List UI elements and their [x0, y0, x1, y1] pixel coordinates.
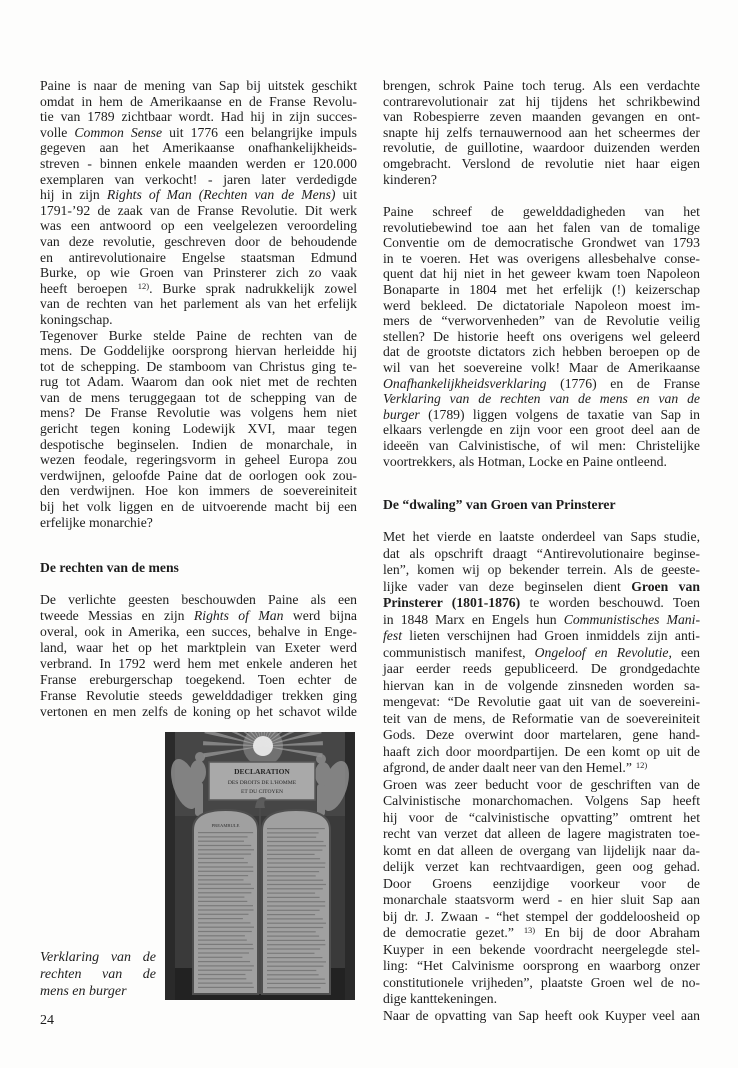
banner-subtitle: ET DU CITOYEN	[240, 789, 284, 795]
text-run: quent dat hij niet in het geweer kwam toen Napoleon	[383, 266, 700, 282]
text-run: uit 1776 een belangrijke impuls	[162, 124, 357, 140]
text-line	[383, 204, 700, 220]
text-line	[40, 312, 357, 328]
tablet-inscription-line	[267, 948, 320, 949]
text-run: Conventie om de democratische Grondwet van 1793	[383, 235, 700, 251]
tablet-inscription-line	[267, 880, 323, 881]
text-run: rug tot Adam. Waarom dan ook niet met de rechten	[40, 374, 357, 390]
text-line	[40, 704, 357, 720]
text-run: Door Groens eenzijdige voorkeur voor de	[383, 875, 700, 891]
text-run: dige kanttekeningen.	[383, 991, 498, 1006]
text-line	[40, 390, 357, 406]
text-line	[40, 656, 357, 672]
text-line	[383, 777, 700, 794]
italic-run: Rights of Man (Rechten van de Mens)	[106, 187, 336, 203]
tablet-inscription-line	[198, 888, 254, 889]
tablet-inscription-line	[198, 970, 252, 971]
tablet-inscription-line	[198, 965, 254, 966]
tablet-inscription-line	[267, 940, 325, 941]
text-run: den verdwijnen. Hoe kon immers de soevereiniteit	[40, 483, 357, 499]
tablet-inscription-line	[198, 836, 248, 837]
tablet-inscription-line	[198, 978, 246, 979]
text-run: despotische beginselen. Indien de monarchale, in	[40, 436, 357, 452]
text-line	[383, 744, 700, 761]
text-line	[40, 468, 357, 484]
text-run: contrarevolutionair zat hij tijdens het schrikbewind	[383, 93, 700, 109]
tablet-inscription-line	[267, 893, 315, 894]
text-run: tweede Messias en zijn	[40, 608, 194, 623]
text-line	[383, 422, 700, 438]
text-run: Met het vierde en laatste onderdeel van Saps studie,	[383, 529, 700, 544]
tablet-inscription-line	[267, 957, 322, 958]
text-line	[40, 328, 357, 344]
tablet-inscription-line	[198, 909, 254, 910]
text-run: dat de grootste dictators zich hebben beroepen op de	[383, 344, 700, 360]
text-line	[383, 595, 700, 612]
text-line	[383, 266, 700, 282]
text-run: Calvinistische monarchomachen. Volgens Sap heeft	[383, 793, 700, 808]
text-run: Paine schreef de gewelddadigheden van het	[383, 204, 700, 219]
text-run: tot de schepping. De stamboom van Christus ging te-	[40, 358, 357, 374]
text-run: hij voor de “calvinistische opvatting” omtrent het	[383, 809, 700, 825]
text-line	[383, 958, 700, 975]
text-run: Burke, op wie Groen van Prinsterer zich zo vaak	[40, 265, 357, 281]
text-line	[383, 298, 700, 314]
text-line	[383, 78, 700, 94]
text-line	[40, 437, 357, 453]
text-run: (1776) en de Franse	[546, 375, 700, 391]
italic-run: Rights of Man	[193, 608, 284, 623]
text-run: teit van de mens, de Reformatie van de soevereiniteit	[383, 710, 700, 726]
text-line	[40, 343, 357, 359]
text-run: verbrand. In 1792 werd hem met enkele anderen het	[40, 656, 357, 671]
text-run: brengen, schrok Paine toch terug. Als een verdachte	[383, 78, 700, 93]
text-line	[383, 859, 700, 876]
text-line	[383, 235, 700, 251]
text-line	[383, 220, 700, 236]
text-run: van deze revolutie, geschreven door de behoudende	[40, 233, 357, 249]
text-line	[40, 94, 357, 110]
text-line	[383, 172, 700, 188]
tablet-inscription-line	[267, 927, 323, 928]
italic-run: Communistisches Mani-	[563, 611, 701, 627]
page-number: 24	[40, 1013, 54, 1028]
text-run: Franse Revolutie steeds gewelddadiger trekken ging	[40, 688, 357, 703]
text-run: En bij de door Abraham	[535, 925, 700, 940]
section-heading: De “dwaling” van Groen van Prinsterer	[383, 497, 616, 512]
text-line	[40, 405, 357, 421]
text-line	[40, 688, 357, 704]
text-line	[383, 760, 700, 777]
text-line	[383, 109, 700, 125]
right-column-continuation-text	[383, 78, 700, 187]
text-run: revolutiebewind toe aan het falen van de tomalige	[383, 219, 700, 235]
tablet-inscription-line	[267, 974, 319, 975]
text-line	[383, 360, 700, 376]
tablet-inscription-line	[198, 952, 249, 953]
tablet-inscription-line	[198, 927, 254, 928]
tablet-inscription-line	[198, 866, 253, 867]
text-run: lijke vader van deze beginselen dient	[383, 578, 632, 594]
text-run: komt en dat alleen de overgang van lijdelijk naar da-	[383, 842, 700, 858]
text-line	[40, 624, 357, 640]
text-line	[383, 991, 700, 1008]
tablet-inscription-line	[198, 871, 253, 872]
text-line	[40, 203, 357, 219]
text-line	[383, 975, 700, 992]
italic-run: Common Sense	[74, 124, 163, 140]
text-run: hiervan kan in de volgende zinsneden worden sa-	[383, 677, 700, 693]
text-run: , een	[668, 644, 700, 660]
tablet-inscription-line	[198, 931, 252, 932]
text-run: len”, komen wij op bekender terrein. Als de geeste-	[383, 562, 700, 577]
tablet-inscription-line	[198, 892, 251, 893]
footnote-marker: 12)	[137, 280, 150, 291]
text-run: afgrond, de ander daalt neer van den Hemel.”	[383, 760, 636, 775]
text-run: bij het volk liggen en de uitvoerende macht bij een	[40, 499, 357, 515]
text-line	[383, 810, 700, 827]
text-run: de democratie gezet.”	[383, 925, 524, 940]
text-line	[40, 672, 357, 688]
text-run: van de rechten van het parlement als van het erfelijk	[40, 296, 357, 312]
text-line	[383, 826, 700, 843]
text-run: ideeën van Calvinistische, of wil men: Christelijke	[383, 437, 700, 453]
text-line	[383, 156, 700, 172]
text-line	[383, 711, 700, 728]
text-run: haaft zich door moordpartijen. De een komt op uit de	[383, 743, 700, 759]
text-line	[383, 942, 700, 959]
text-run: stellen? De historie heeft ons overigens wel geleerd	[383, 328, 700, 344]
tablet-inscription-line	[267, 875, 316, 876]
text-run: snapte hij zelfs ternauwernood aan het scheermes der	[383, 124, 700, 140]
text-run: mers de “verworvenheden” van de Revolutie veilig	[383, 313, 700, 329]
text-line	[383, 892, 700, 909]
text-run: van Robespierre zeven maanden gevangen en ont-	[383, 109, 700, 125]
text-line	[383, 438, 700, 454]
text-run: mengevat: “De Revolutie gaat uit van de soevereini-	[383, 694, 700, 709]
text-line	[383, 251, 700, 267]
text-run: erfelijke monarchie?	[40, 514, 153, 530]
tablet-inscription-line	[198, 918, 243, 919]
text-line	[383, 661, 700, 678]
tablet-inscription-line	[267, 832, 319, 833]
text-run: Kuyper in een bekende voordracht neergelegde stel-	[383, 941, 700, 957]
text-line	[383, 454, 700, 470]
italic-run: fest	[383, 628, 403, 643]
text-line	[40, 421, 357, 437]
text-line	[40, 187, 357, 203]
text-run: heeft beroepen	[40, 280, 138, 296]
tablet-inscription-line	[198, 862, 248, 863]
bold-run: Groen van	[631, 578, 700, 594]
text-line	[383, 529, 700, 546]
tablet-inscription-line	[198, 884, 251, 885]
text-line	[383, 727, 700, 744]
text-run: exemplaren van verkocht! - jaren later verdedigde	[40, 171, 357, 187]
text-line	[383, 407, 700, 423]
right-column-section-text	[383, 529, 700, 1024]
text-line	[40, 156, 357, 172]
text-run: wezen feodale, regeringsvorm in geheel Europa zou	[40, 452, 357, 468]
text-run: jaar eerder reeds gepubliceerd. De grondgedachte	[383, 661, 700, 676]
tablet-inscription-line	[267, 970, 316, 971]
tablet-inscription-line	[267, 901, 325, 902]
text-run: kinderen?	[383, 171, 437, 187]
text-run: bij dr. J. Zwaan - “het stempel der goddeloosheid op	[383, 908, 700, 924]
italic-run: Onafhankelijkheidsverklaring	[383, 375, 547, 391]
text-run: overal, ook in Amerika, een succes, behalve in Enge-	[40, 624, 357, 639]
footnote-marker: 12)	[635, 760, 648, 771]
text-line	[383, 909, 700, 926]
text-line	[40, 250, 357, 266]
text-run: was een antwoord op een veelgelezen veroordeling	[40, 218, 357, 234]
tablet-inscription-line	[267, 871, 319, 872]
text-line	[40, 640, 357, 656]
tablet-inscription-line	[198, 948, 254, 949]
text-run: werd bekleed. De dictatoriale Napoleon moest im-	[383, 297, 700, 313]
banner-title: DECLARATION	[234, 767, 290, 776]
text-line	[383, 313, 700, 329]
tablet-inscription-line	[267, 841, 324, 842]
text-run: Naar de opvatting van Sap heeft ook Kuyper veel aan	[383, 1007, 700, 1023]
tablet-inscription-line	[198, 983, 253, 984]
text-line	[383, 876, 700, 893]
text-line	[383, 925, 700, 942]
tablet-inscription-line	[198, 897, 244, 898]
text-line	[40, 109, 357, 125]
text-line	[383, 562, 700, 579]
tablet-inscription-line	[267, 858, 320, 859]
text-line	[383, 628, 700, 645]
text-run: monarchale staatsvorm werd - en hier sluit Sap aan	[383, 892, 700, 907]
text-run: De verlichte geesten beschouwden Paine als een	[40, 592, 357, 607]
text-line	[383, 125, 700, 141]
text-run: communistisch manifest,	[383, 644, 535, 660]
text-run: Bonaparte in 1804 met het erfelijk (!) keizerschap	[383, 281, 700, 297]
tablet-inscription-line	[267, 888, 323, 889]
text-line	[383, 694, 700, 711]
text-line	[40, 483, 357, 499]
italic-run: burger	[383, 406, 420, 422]
text-run: lieten verschijnen had Groen inmiddels zijn anti-	[402, 628, 700, 643]
tablet-inscription-line	[198, 854, 251, 855]
tablet-inscription-line	[267, 936, 319, 937]
text-run: ling: “Het Calvinisme oorsprong en waarborg onzer	[383, 958, 700, 973]
text-run: Paine is naar de mening van Sap bij uitstek geschikt	[40, 78, 357, 93]
text-run: recht van verzet dat alleen de lagere magistraten toe-	[383, 826, 700, 841]
banner-subtitle: DES DROITS DE L'HOMME	[227, 780, 297, 786]
tablet-inscription-line	[198, 914, 249, 915]
tablet-inscription-line	[267, 953, 315, 954]
text-run: revolutie, de guillotine, waardoor duizenden werden	[383, 140, 700, 156]
text-run: werd bijna	[283, 608, 357, 623]
text-line	[383, 282, 700, 298]
tablet-inscription-line	[198, 961, 250, 962]
tablet-inscription-line	[267, 867, 325, 868]
figure-image	[165, 732, 355, 1000]
footnote-marker: 13)	[523, 925, 536, 936]
text-run: in te voeren. Het was overigens allesbehalve conse-	[383, 250, 700, 266]
text-line	[40, 125, 357, 141]
tablet-inscription-line	[198, 922, 251, 923]
tablet-inscription-line	[198, 845, 251, 846]
text-run: . Burke sprak nadrukkelijk zowel	[149, 280, 357, 296]
text-line	[383, 391, 700, 407]
text-line	[383, 329, 700, 345]
text-line	[40, 359, 357, 375]
bold-run: Prinsterer (1801-1876)	[383, 595, 521, 610]
text-line	[40, 608, 357, 624]
text-line	[40, 452, 357, 468]
text-run: constitutionele vrijheden”, plaatste Groen wel de no-	[383, 974, 700, 990]
figure-caption	[40, 949, 156, 1000]
text-line	[40, 140, 357, 156]
text-run: hij in zijn	[40, 187, 107, 203]
caption-line: rechten van de	[40, 967, 156, 982]
text-line	[40, 499, 357, 515]
text-line	[383, 140, 700, 156]
tablet-inscription-line	[198, 905, 253, 906]
text-run: Groen was zeer beducht voor de geschriften van de	[383, 776, 700, 792]
text-run: land, waar het op het marktplein van Exeter werd	[40, 640, 357, 655]
left-column-section-text	[40, 592, 357, 720]
text-line	[40, 515, 357, 531]
text-run: delijk verzet kan rechtvaardigen, geen oog gehad.	[383, 859, 700, 874]
tablet-inscription-line	[267, 845, 326, 846]
italic-run: Verklaring van de rechten van de mens en van de	[383, 391, 700, 407]
text-run: gegeven aan het Amerikaanse onafhankelijkheids-	[40, 140, 357, 156]
tablet-inscription-line	[267, 905, 325, 906]
tablet-inscription-line	[198, 940, 247, 941]
tablet-inscription-line	[198, 935, 245, 936]
tablet-inscription-line	[198, 832, 253, 833]
text-line	[383, 793, 700, 810]
tablet-inscription-line	[198, 944, 253, 945]
tablet-inscription-line	[198, 849, 254, 850]
text-run: Gods. Deze overwint door martelaren, gene hand-	[383, 727, 700, 742]
text-run: Franse ereburgerschap toegekend. Toen echter de	[40, 672, 357, 687]
text-run: verdwijnen, geloofde Paine dat de oorlogen ook zou-	[40, 467, 357, 483]
text-run: te worden beschouwd. Toen	[520, 595, 700, 610]
text-line	[40, 296, 357, 312]
text-run: mens. De Goddelijke oorsprong hiervan herleidde hij	[40, 343, 357, 359]
tablet-inscription-line	[198, 974, 245, 975]
text-run: koningschap.	[40, 311, 113, 327]
text-line	[40, 218, 357, 234]
text-run: omdat in hem de Amerikaanse en de Franse Revolu-	[40, 93, 357, 109]
tablet-heading: PREAMBULE	[211, 823, 240, 828]
tablet-inscription-line	[198, 987, 254, 988]
text-run: uit	[335, 187, 358, 203]
text-run: omgebracht. Verslond de revolutie niet haar eigen	[383, 155, 700, 171]
tablet-inscription-line	[267, 850, 322, 851]
tablet-inscription-line	[267, 897, 320, 898]
tablet-inscription-line	[267, 884, 326, 885]
text-run: volle	[40, 124, 75, 140]
text-line	[40, 265, 357, 281]
text-line	[383, 579, 700, 596]
text-run: elkaars verlengde en zijn voor een groot deel aan de	[383, 422, 700, 438]
text-line	[383, 94, 700, 110]
tablet-inscription-line	[198, 879, 244, 880]
text-run: in 1848 Marx en Engels hun	[383, 611, 564, 627]
section-heading: De rechten van de mens	[40, 560, 179, 575]
text-run: gericht tegen koning Lodewijk XVI, maar tegen	[40, 421, 357, 437]
right-column-analysis-text	[383, 204, 700, 469]
text-run: wil van het soevereine volk! Maar de Amerikaanse	[383, 359, 700, 375]
tablet-inscription-line	[198, 841, 244, 842]
text-line	[40, 374, 357, 390]
text-line	[40, 234, 357, 250]
caption-line: mens en burger	[40, 984, 127, 999]
tablet-inscription-line	[198, 858, 244, 859]
italic-run: Ongeloof en Revolutie	[534, 644, 669, 660]
text-run: en antirevolutionaire Engelse staatsman Edmund	[40, 249, 357, 265]
text-run: mens? De Franse Revolutie was volgens hem niet	[40, 405, 357, 421]
tablet-inscription-line	[267, 966, 324, 967]
text-run: 1791-’92 de zaak van de Franse Revolutie. Dit werk	[40, 202, 357, 218]
tablet-inscription-line	[267, 923, 326, 924]
left-column-intro-text	[40, 78, 357, 530]
text-line	[40, 78, 357, 94]
tablet-inscription-line	[267, 987, 321, 988]
tablet-inscription-line	[267, 979, 325, 980]
caption-line: Verklaring van de	[40, 950, 156, 965]
tablet-inscription-line	[267, 918, 323, 919]
text-line	[383, 843, 700, 860]
text-run: vertonen en men zelfs de koning op het schavot wilde	[40, 704, 357, 719]
tablet-inscription-line	[267, 828, 325, 829]
declaration-illustration	[165, 732, 355, 1000]
tablet-inscription-line	[267, 944, 325, 945]
tablet-inscription-line	[267, 931, 316, 932]
text-line	[40, 592, 357, 608]
text-run: streven - binnen enkele maanden werden er 120.000	[40, 155, 357, 171]
text-line	[40, 172, 357, 188]
tablet-inscription-line	[267, 914, 315, 915]
text-line	[383, 376, 700, 392]
text-line	[383, 1008, 700, 1025]
text-run: van de mens teruggegaan tot de schepping van de	[40, 389, 357, 405]
tablet-inscription-line	[198, 957, 242, 958]
text-run: dat als opschrift draagt “Antirevolutionaire beginse-	[383, 545, 700, 561]
text-line	[383, 612, 700, 629]
text-run: voortrekkers, als Hotman, Locke en Paine ontleend.	[383, 453, 667, 469]
tablet-inscription-line	[267, 854, 315, 855]
tablet-inscription-line	[267, 837, 316, 838]
text-run: (1789) liggen volgens de taxatie van Sap in	[419, 406, 700, 422]
tablet-inscription-line	[267, 910, 320, 911]
text-line	[383, 678, 700, 695]
tablet-inscription-line	[267, 983, 326, 984]
text-run: Tegenover Burke stelde Paine de rechten van de	[40, 327, 357, 343]
eye-of-providence-icon	[253, 736, 273, 756]
tablet-inscription-line	[267, 862, 325, 863]
text-line	[40, 281, 357, 297]
text-line	[383, 546, 700, 563]
text-line	[383, 645, 700, 662]
tablet-inscription-line	[198, 875, 248, 876]
tablet-inscription-line	[198, 901, 247, 902]
text-line	[383, 344, 700, 360]
text-run: tie van 1789 zichtbaar wordt. Had hij in zijn succes-	[40, 109, 357, 125]
tablet-inscription-line	[267, 961, 326, 962]
